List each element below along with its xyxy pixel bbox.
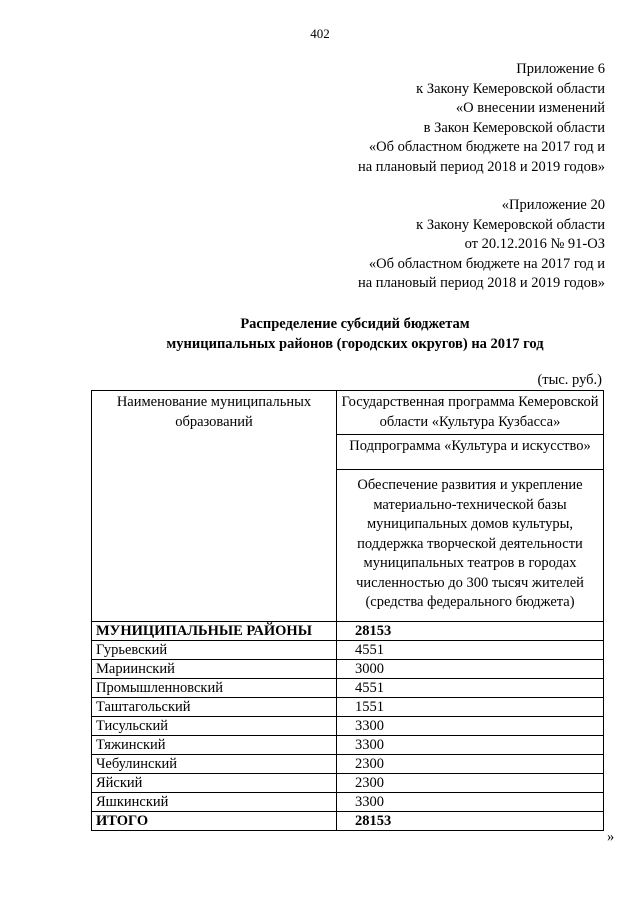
closing-quote: »: [607, 829, 615, 845]
appendix-block-2: [358, 196, 605, 294]
header-purpose: Обеспечение развития и укрепление материально-технической базы муниципальных домов культуры, поддержка творческой деятельности муниципальных театров в городах численностью до 300 тысяч жителей (средства федерального бюджета): [337, 470, 604, 622]
appendix-2-line: «Об областном бюджете на 2017 год и: [368, 255, 605, 272]
subsidy-value: 4551: [337, 640, 604, 659]
municipality-name: ИТОГО: [92, 811, 337, 830]
subsidy-table: [91, 390, 604, 831]
appendix-1-line: в Закон Кемеровской области: [423, 119, 605, 136]
municipality-name: Яйский: [92, 773, 337, 792]
municipality-name: Таштагольский: [92, 697, 337, 716]
subsidy-value: 4551: [337, 678, 604, 697]
title-line-2: муниципальных районов (городских округов) на 2017 год: [166, 336, 544, 352]
table-row: [92, 754, 604, 773]
appendix-2-line: к Закону Кемеровской области: [416, 216, 605, 233]
table-row: [92, 697, 604, 716]
appendix-1-line: Приложение 6: [516, 61, 605, 77]
appendix-2-line: от 20.12.2016 № 91-ОЗ: [464, 236, 605, 253]
appendix-block-1: [358, 60, 605, 178]
subsidy-value: 1551: [337, 697, 604, 716]
subsidy-value: 3000: [337, 659, 604, 678]
header-municipality: Наименование муниципальных образований: [92, 391, 337, 622]
page-number: 402: [310, 26, 330, 41]
appendix-1-line: к Закону Кемеровской области: [416, 80, 605, 97]
subsidy-value: 2300: [337, 754, 604, 773]
appendix-1-line: на плановый период 2018 и 2019 годов»: [357, 158, 605, 175]
table-row: [92, 811, 604, 830]
municipality-name: Чебулинский: [92, 754, 337, 773]
table-row: [92, 773, 604, 792]
table-row: [92, 640, 604, 659]
municipality-name: МУНИЦИПАЛЬНЫЕ РАЙОНЫ: [92, 621, 337, 640]
subsidy-value: 2300: [337, 773, 604, 792]
appendix-1-line: «Об областном бюджете на 2017 год и: [368, 139, 605, 156]
table-row: [92, 716, 604, 735]
appendix-2-line: на плановый период 2018 и 2019 годов»: [357, 275, 605, 292]
header-program: Государственная программа Кемеровской области «Культура Кузбасса»: [337, 391, 604, 435]
appendix-1-line: «О внесении изменений: [455, 100, 605, 117]
municipality-name: Тисульский: [92, 716, 337, 735]
table-row: [92, 659, 604, 678]
appendix-2-line: «Приложение 20: [501, 197, 605, 213]
table-row: [92, 792, 604, 811]
municipality-name: Промышленновский: [92, 678, 337, 697]
table-row: [92, 678, 604, 697]
municipality-name: Гурьевский: [92, 640, 337, 659]
subsidy-value: 3300: [337, 792, 604, 811]
subsidy-value: 28153: [337, 621, 604, 640]
document-title: [0, 314, 640, 354]
table-body: [92, 621, 604, 830]
subsidy-value: 3300: [337, 716, 604, 735]
municipality-name: Тяжинский: [92, 735, 337, 754]
units-label: (тыс. руб.): [537, 372, 602, 388]
header-subprogram: Подпрограмма «Культура и искусство»: [337, 435, 604, 470]
municipality-name: Мариинский: [92, 659, 337, 678]
subsidy-value: 28153: [337, 811, 604, 830]
table-row: [92, 735, 604, 754]
subsidy-value: 3300: [337, 735, 604, 754]
table-row: [92, 621, 604, 640]
municipality-name: Яшкинский: [92, 792, 337, 811]
title-line-1: Распределение субсидий бюджетам: [240, 316, 470, 332]
